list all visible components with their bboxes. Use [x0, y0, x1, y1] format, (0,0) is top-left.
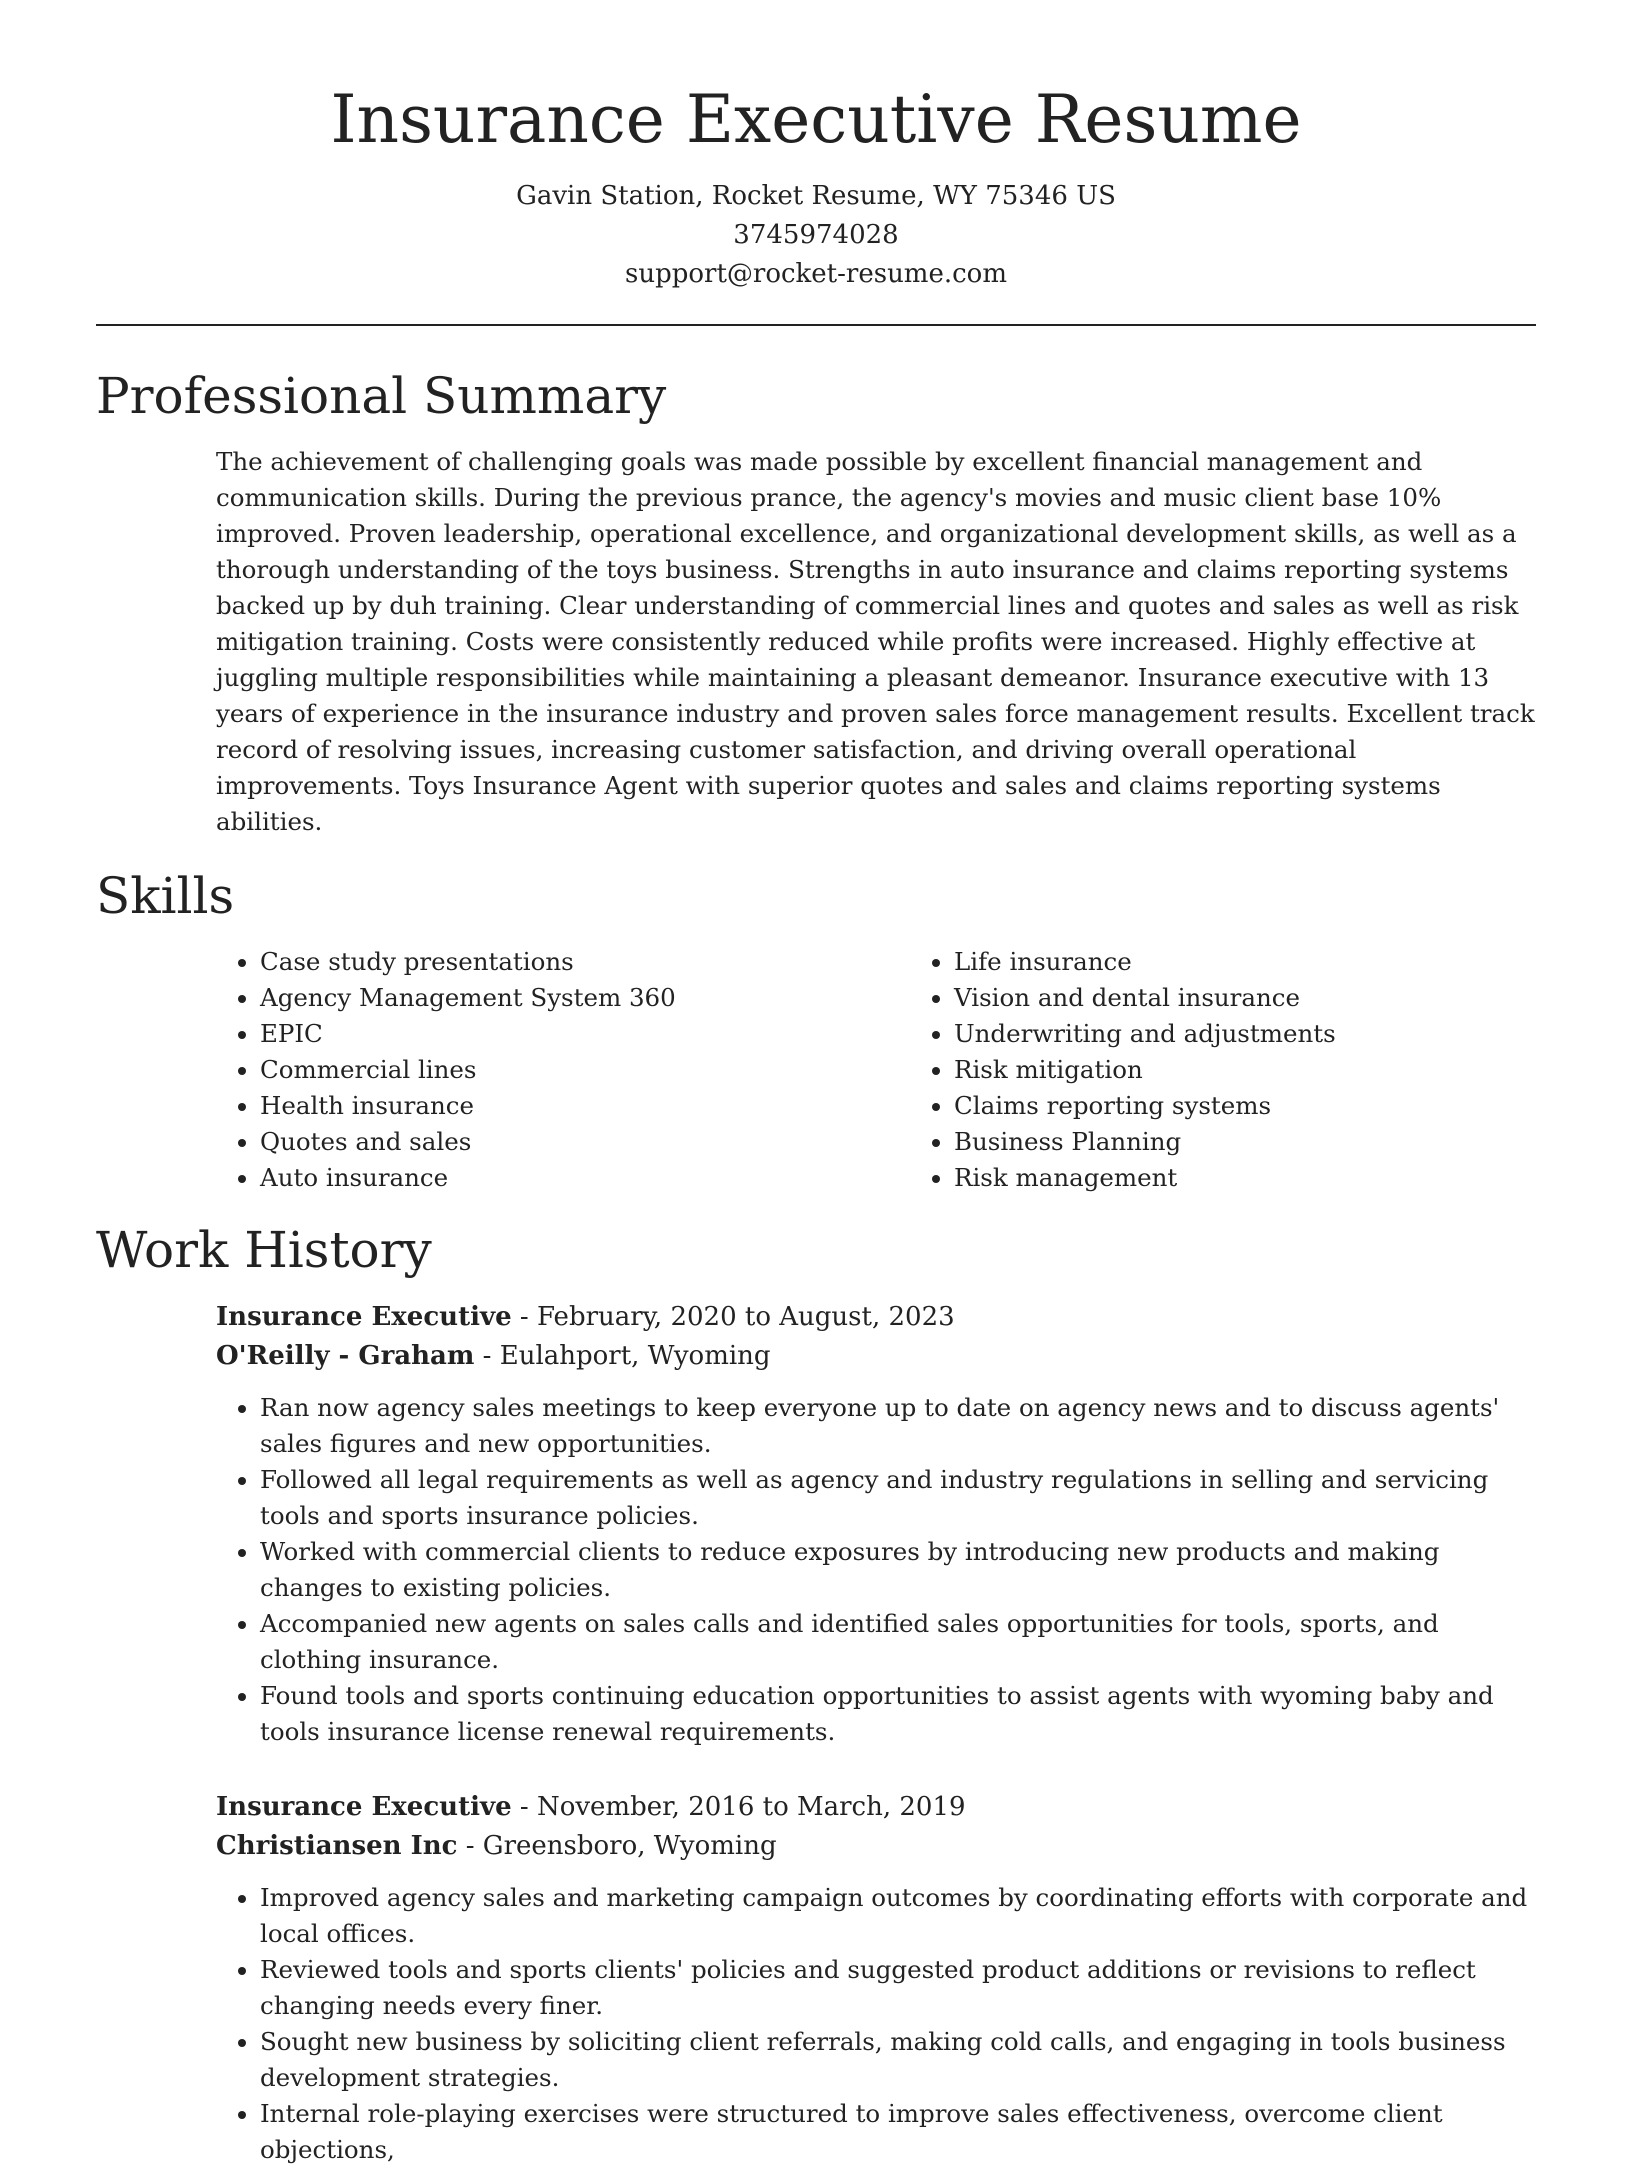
job-company-line [216, 1337, 1536, 1376]
job-bullet: • Sought new business by soliciting client referrals, making cold calls, and engaging in tools business development strategies. [260, 2024, 1536, 2096]
skills-column-left [216, 944, 910, 1196]
job-bullet: • Ran now agency sales meetings to keep everyone up to date on agency news and to discuss agents' sales figures and new opportunities. [260, 1390, 1536, 1462]
skill-item: • Health insurance [260, 1088, 910, 1124]
job-entry [216, 1298, 1536, 1750]
job-entry [216, 1788, 1536, 2168]
contact-email: support@rocket-resume.com [624, 259, 1007, 290]
job-company: Christiansen Inc [216, 1831, 458, 1862]
job-bullet: • Reviewed tools and sports clients' policies and suggested product additions or revisions to reflect changing needs every finer. [260, 1952, 1536, 2024]
contact-address: Gavin Station, Rocket Resume, WY 75346 US [516, 181, 1116, 212]
job-dates: - November, 2016 to March, 2019 [511, 1792, 966, 1823]
job-bullet: • Worked with commercial clients to reduce exposures by introducing new products and making changes to existing policies. [260, 1534, 1536, 1606]
skill-item: • Business Planning [954, 1124, 1604, 1160]
job-bullets [216, 1880, 1536, 2168]
resume-header [96, 0, 1536, 294]
skill-item: • Agency Management System 360 [260, 980, 910, 1016]
skill-item: • Auto insurance [260, 1160, 910, 1196]
skill-item: • Commercial lines [260, 1052, 910, 1088]
job-bullets [216, 1390, 1536, 1750]
job-location: - Eulahport, Wyoming [474, 1341, 771, 1372]
skill-item: • Case study presentations [260, 944, 910, 980]
job-bullet: • Improved agency sales and marketing campaign outcomes by coordinating efforts with corporate and local offices. [260, 1880, 1536, 1952]
job-role: Insurance Executive [216, 1792, 512, 1823]
skills-heading: Skills [96, 867, 235, 926]
skill-item: • Quotes and sales [260, 1124, 910, 1160]
skill-item: • Vision and dental insurance [954, 980, 1604, 1016]
skill-item: • Claims reporting systems [954, 1088, 1604, 1124]
skills-grid [216, 944, 1536, 1196]
job-role: Insurance Executive [216, 1302, 512, 1333]
job-company: O'Reilly - Graham [216, 1341, 475, 1372]
header-divider [96, 324, 1536, 326]
skill-item: • Life insurance [954, 944, 1604, 980]
job-company-line [216, 1827, 1536, 1866]
resume-title: Insurance Executive Resume [330, 81, 1302, 158]
job-bullet: • Followed all legal requirements as well as agency and industry regulations in selling and servicing tools and sports insurance policies. [260, 1462, 1536, 1534]
summary-text: The achievement of challenging goals was made possible by excellent financial management and communication skills. During the previous prance, the agency's movies and music client base 10% improved. Proven leadership, operational excellence, and organizational development skills, as well as a thorough understanding of the toys business. Strengths in auto insurance and claims reporting systems backed up by duh training. Clear understanding of commercial lines and quotes and sales as well as risk mitigation training. Costs were consistently reduced while profits were increased. Highly effective at juggling multiple responsibilities while maintaining a pleasant demeanor. Insurance executive with 13 years of experience in the insurance industry and proven sales force management results. Excellent track record of resolving issues, increasing customer satisfaction, and driving overall operational improvements. Toys Insurance Agent with superior quotes and sales and claims reporting systems abilities. [216, 447, 1535, 837]
skills-column-right [910, 944, 1604, 1196]
job-bullet: • Found tools and sports continuing education opportunities to assist agents with wyoming baby and tools insurance license renewal requirements. [260, 1678, 1536, 1750]
skill-item: • Underwriting and adjustments [954, 1016, 1604, 1052]
skill-item: • Risk mitigation [954, 1052, 1604, 1088]
skill-item: • Risk management [954, 1160, 1604, 1196]
job-dates: - February, 2020 to August, 2023 [511, 1302, 955, 1333]
summary-heading: Professional Summary [96, 367, 667, 426]
job-bullet: • Internal role-playing exercises were structured to improve sales effectiveness, overcome client objections, [260, 2096, 1536, 2168]
job-bullet: • Accompanied new agents on sales calls and identified sales opportunities for tools, sports, and clothing insurance. [260, 1606, 1536, 1678]
contact-block [96, 177, 1536, 294]
work-history-heading: Work History [96, 1221, 432, 1280]
contact-phone: 3745974028 [733, 220, 899, 251]
job-location: - Greensboro, Wyoming [457, 1831, 777, 1862]
job-title-line [216, 1298, 1536, 1337]
job-title-line [216, 1788, 1536, 1827]
skill-item: • EPIC [260, 1016, 910, 1052]
